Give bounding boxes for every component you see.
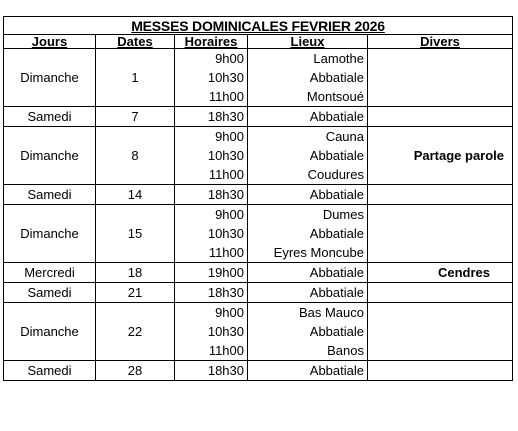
table-row [4, 283, 513, 303]
cell-horaires [175, 49, 248, 107]
cell-date: 8 [96, 127, 175, 185]
horaire: 11h00 [208, 167, 244, 182]
cell-jour: Samedi [4, 361, 96, 381]
cell-horaires: 18h30 [175, 185, 248, 205]
cell-lieux: Abbatiale [248, 107, 368, 127]
header-jours: Jours [4, 35, 96, 49]
header-horaires: Horaires [175, 35, 248, 49]
cell-horaires: 19h00 [175, 263, 248, 283]
horaire: 9h00 [215, 129, 244, 144]
lieu: Coudures [307, 167, 364, 182]
cell-lieux: Abbatiale [248, 283, 368, 303]
cell-date: 28 [96, 361, 175, 381]
cell-horaires: 18h30 [175, 361, 248, 381]
lieu: Montsoué [306, 89, 364, 104]
table-row [4, 303, 513, 361]
lieu: Bas Mauco [298, 305, 364, 320]
cell-jour: Samedi [4, 185, 96, 205]
header-divers: Divers [368, 35, 513, 49]
table-row [4, 263, 513, 283]
cell-divers [368, 361, 513, 381]
lieu: Lamothe [313, 51, 364, 66]
cell-divers [368, 205, 513, 263]
lieu: Eyres Moncube [273, 245, 364, 260]
cell-jour: Samedi [4, 107, 96, 127]
cell-lieux: Abbatiale [248, 361, 368, 381]
horaire: 9h00 [215, 207, 244, 222]
horaire: 9h00 [215, 51, 244, 66]
cell-jour: Dimanche [4, 303, 96, 361]
cell-divers [368, 107, 513, 127]
cell-jour: Dimanche [4, 49, 96, 107]
lieu: Cauna [325, 129, 364, 144]
cell-date: 15 [96, 205, 175, 263]
cell-horaires [175, 205, 248, 263]
cell-lieux [248, 49, 368, 107]
table-row [4, 127, 513, 185]
cell-date: 14 [96, 185, 175, 205]
cell-jour: Dimanche [4, 205, 96, 263]
cell-divers [368, 49, 513, 107]
lieu: Banos [327, 343, 364, 358]
cell-horaires [175, 303, 248, 361]
cell-jour: Dimanche [4, 127, 96, 185]
horaire: 10h30 [207, 70, 244, 85]
table-title: MESSES DOMINICALES FEVRIER 2026 [4, 17, 513, 35]
cell-lieux: Abbatiale [248, 185, 368, 205]
horaire: 11h00 [208, 343, 244, 358]
header-dates: Dates [96, 35, 175, 49]
horaire: 9h00 [215, 305, 244, 320]
horaire: 11h00 [208, 245, 244, 260]
cell-lieux [248, 205, 368, 263]
cell-date: 7 [96, 107, 175, 127]
horaire: 11h00 [208, 89, 244, 104]
cell-jour: Samedi [4, 283, 96, 303]
lieu: Abbatiale [309, 70, 364, 85]
lieu: Abbatiale [309, 226, 364, 241]
mass-schedule-table [3, 16, 513, 381]
horaire: 10h30 [207, 148, 244, 163]
cell-date: 18 [96, 263, 175, 283]
cell-divers: Cendres [368, 263, 513, 283]
lieu: Dumes [322, 207, 364, 222]
cell-divers [368, 185, 513, 205]
cell-lieux [248, 127, 368, 185]
cell-divers [368, 283, 513, 303]
cell-divers: Partage parole [368, 127, 513, 185]
table-row [4, 49, 513, 107]
cell-date: 22 [96, 303, 175, 361]
table-row [4, 361, 513, 381]
lieu: Abbatiale [309, 148, 364, 163]
cell-divers [368, 303, 513, 361]
cell-lieux: Abbatiale [248, 263, 368, 283]
horaire: 10h30 [207, 226, 244, 241]
cell-lieux [248, 303, 368, 361]
header-lieux: Lieux [248, 35, 368, 49]
lieu: Abbatiale [309, 324, 364, 339]
table-row [4, 205, 513, 263]
cell-date: 21 [96, 283, 175, 303]
cell-jour: Mercredi [4, 263, 96, 283]
table-row [4, 107, 513, 127]
cell-horaires: 18h30 [175, 107, 248, 127]
table-row [4, 185, 513, 205]
cell-horaires: 18h30 [175, 283, 248, 303]
horaire: 10h30 [207, 324, 244, 339]
cell-date: 1 [96, 49, 175, 107]
cell-horaires [175, 127, 248, 185]
